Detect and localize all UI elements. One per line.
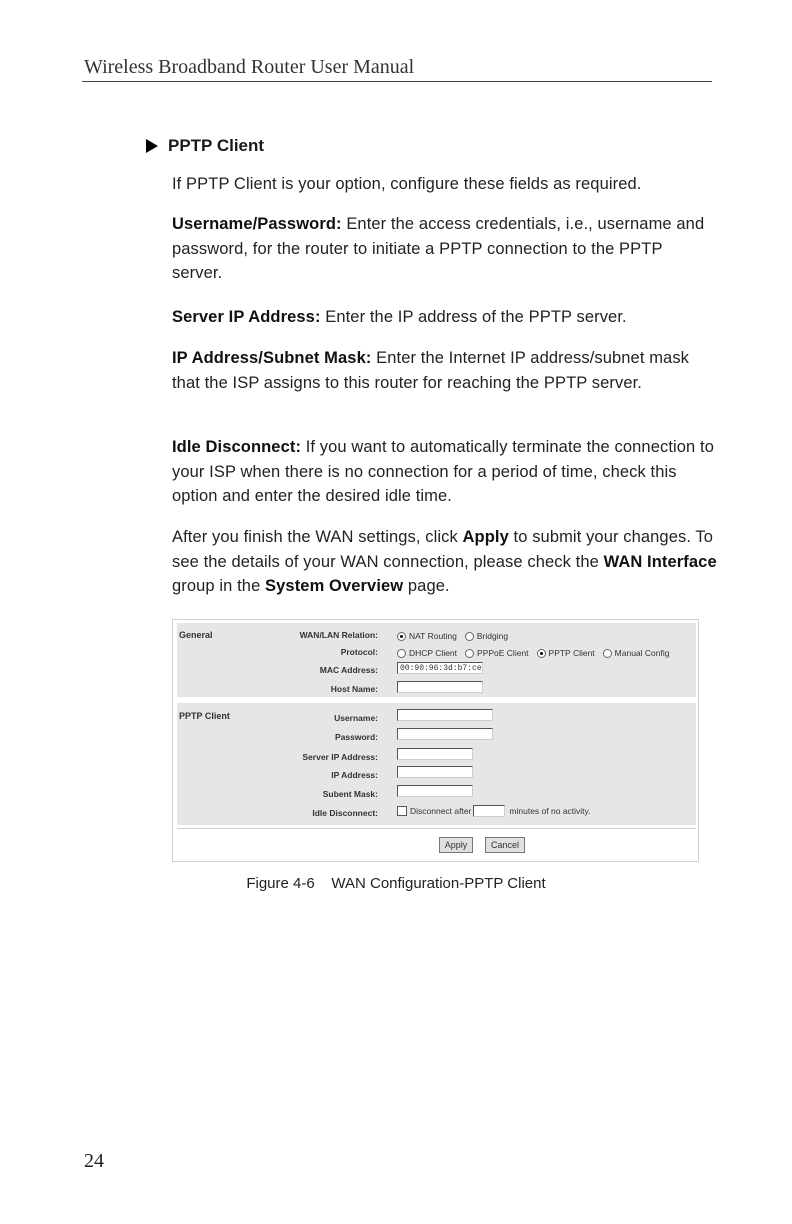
host-name-input[interactable] <box>397 681 483 693</box>
relation-label: WAN/LAN Relation: <box>299 630 378 640</box>
radio-icon <box>397 649 406 658</box>
host-control <box>397 681 483 693</box>
radio-selected-icon <box>397 632 406 641</box>
intro-paragraph: If PPTP Client is your option, configure these fields as required. <box>172 175 642 193</box>
field-desc-username <box>172 212 717 286</box>
field-term: IP Address/Subnet Mask: <box>172 349 372 367</box>
radio-icon <box>465 649 474 658</box>
radio-icon <box>465 632 474 641</box>
manual-config-radio[interactable] <box>603 648 670 658</box>
username-control <box>397 709 493 721</box>
protocol-options <box>397 648 677 658</box>
button-row <box>177 828 696 860</box>
ip-address-label: IP Address: <box>331 770 378 780</box>
bullet-triangle-icon <box>146 139 158 153</box>
password-control <box>397 728 493 740</box>
field-desc-server-ip <box>172 305 717 330</box>
option-label: Manual Config <box>614 648 670 658</box>
closing-text: group in the <box>172 577 266 595</box>
closing-text: After you finish the WAN settings, click <box>172 528 463 546</box>
field-desc-ip-subnet <box>172 346 717 395</box>
figure-caption: Figure 4-6 WAN Configuration-PPTP Client <box>246 875 546 892</box>
ip-address-input[interactable] <box>397 766 473 778</box>
protocol-label: Protocol: <box>340 647 378 657</box>
pptp-group-title: PPTP Client <box>179 711 230 721</box>
system-overview-term: System Overview <box>265 577 404 595</box>
ip-address-control <box>397 766 473 778</box>
apply-button[interactable]: Apply <box>439 837 473 853</box>
pptp-client-radio[interactable] <box>537 648 595 658</box>
server-ip-label: Server IP Address: <box>302 752 378 762</box>
idle-suffix-text: minutes of no activity. <box>509 806 591 816</box>
closing-text: page. <box>403 577 450 595</box>
option-label: Bridging <box>476 631 509 641</box>
idle-disconnect-label: Idle Disconnect: <box>312 808 378 818</box>
password-label: Password: <box>335 732 378 742</box>
closing-text: to submit your changes. To see the details of your WAN connection, please check the <box>172 528 714 571</box>
bridging-radio[interactable] <box>465 631 508 641</box>
radio-selected-icon <box>537 649 546 658</box>
server-ip-control <box>397 748 473 760</box>
mac-label: MAC Address: <box>319 665 378 675</box>
idle-disconnect-checkbox[interactable] <box>397 806 407 816</box>
field-term: Username/Password: <box>172 215 342 233</box>
general-group <box>177 623 696 697</box>
mac-control <box>397 662 483 674</box>
section-heading <box>146 136 264 156</box>
username-input[interactable] <box>397 709 493 721</box>
wan-config-form <box>172 619 699 862</box>
option-label: PPTP Client <box>548 648 595 658</box>
field-text: Enter the IP address of the PPTP server. <box>325 308 627 326</box>
subnet-mask-control <box>397 785 473 797</box>
host-label: Host Name: <box>330 684 378 694</box>
general-group-title: General <box>179 630 213 640</box>
field-text: Enter the Internet IP address/subnet mask that the ISP assigns to this router for reaching the PPTP server. <box>172 349 690 392</box>
option-label: PPPoE Client <box>477 648 529 658</box>
wan-interface-term: WAN Interface <box>603 552 717 571</box>
subnet-mask-label: Subent Mask: <box>322 789 378 799</box>
idle-disconnect-control <box>397 805 591 817</box>
option-label: NAT Routing <box>409 631 457 641</box>
password-input[interactable] <box>397 728 493 740</box>
nat-routing-radio[interactable] <box>397 631 457 641</box>
header-divider <box>82 81 712 82</box>
cancel-button[interactable]: Cancel <box>485 837 525 853</box>
field-term: Server IP Address: <box>172 308 321 326</box>
relation-options <box>397 631 516 641</box>
page-number: 24 <box>84 1150 104 1172</box>
closing-paragraph <box>172 525 717 599</box>
username-label: Username: <box>334 713 378 723</box>
running-header: Wireless Broadband Router User Manual <box>84 56 415 78</box>
server-ip-input[interactable] <box>397 748 473 760</box>
field-text: If you want to automatically terminate the connection to your ISP when there is no connection for a period of time, check this option and enter the desired idle time. <box>172 438 714 505</box>
pptp-group <box>177 703 696 825</box>
apply-term: Apply <box>462 528 509 546</box>
field-text: Enter the access credentials, i.e., username and password, for the router to initiate a PPTP connection to the PPTP server. <box>172 215 705 282</box>
idle-prefix-text: Disconnect after <box>410 806 472 816</box>
pppoe-client-radio[interactable] <box>465 648 529 658</box>
option-label: DHCP Client <box>409 648 458 658</box>
mac-address-input[interactable]: 00:90:96:3d:b7:ce <box>397 662 483 674</box>
field-term: Idle Disconnect: <box>172 438 302 456</box>
dhcp-client-radio[interactable] <box>397 648 457 658</box>
radio-icon <box>603 649 612 658</box>
idle-minutes-input[interactable] <box>473 805 505 817</box>
subnet-mask-input[interactable] <box>397 785 473 797</box>
field-desc-idle <box>172 435 717 509</box>
section-title: PPTP Client <box>168 136 265 155</box>
